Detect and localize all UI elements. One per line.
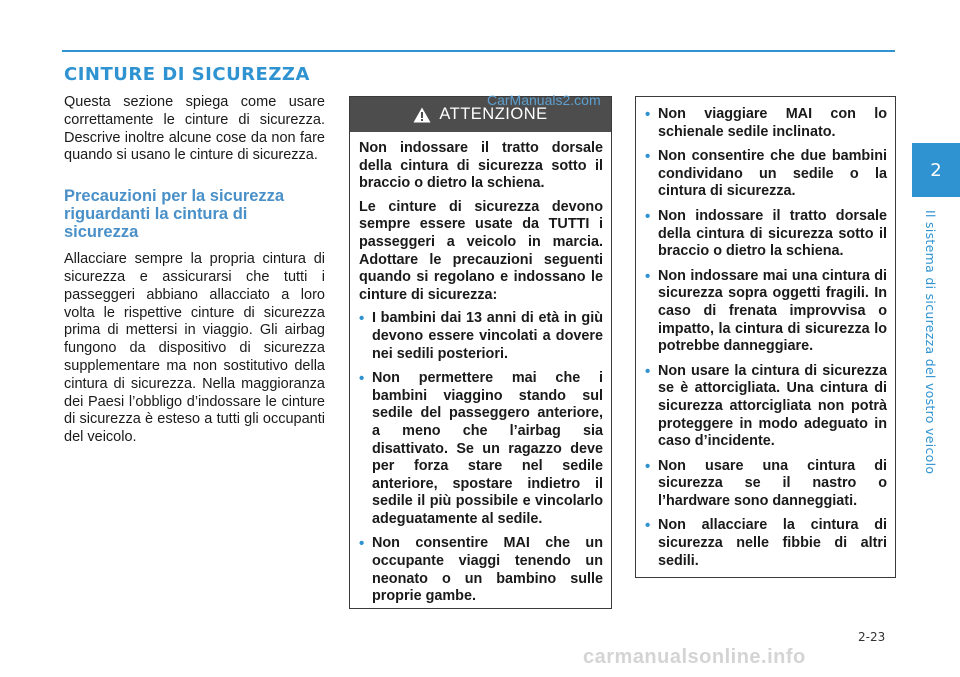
bullet-icon: • [645,362,651,380]
right-bullet-item: • Non viaggiare MAI con lo schienale sedile inclinato. [645,106,887,140]
bullet-icon: • [359,370,365,388]
right-bullet-item: • Non usare una cintura di sicurezza se il nastro o l’hardware sono danneggiati. [645,457,887,509]
warning-body [350,132,611,606]
bullet-icon: • [359,310,365,328]
warning-bullet-list [359,310,603,606]
bullet-icon: • [645,457,651,475]
watermark-bottom: carmanualsonline.info [583,646,806,668]
left-column [64,94,325,447]
section-title: CINTURE DI SICUREZZA [64,64,310,85]
right-bullet-item: • Non usare la cintura di sicurezza se è attorcigliata. Una cintura di sicurezza attorcigliata non potrà proteggere in modo adeguato in caso d’incidente. [645,362,887,450]
continued-warning-body [636,97,895,570]
top-rule [62,50,895,52]
warning-box [349,96,612,609]
warning-title: ATTENZIONE [439,105,548,123]
bullet-icon: • [359,535,365,553]
right-bullet-item: • Non consentire che due bambini condividano un sedile o la cintura di sicurezza. [645,148,887,200]
continued-warning-box [635,96,896,578]
chapter-title: Il sistema di sicurezza del vostro veicolo [923,210,938,475]
warning-triangle-icon [413,107,431,123]
body-paragraph: Allacciare sempre la propria cintura di sicurezza e assicurarsi che tutti i passeggeri abbiano allacciato a loro volta le rispettive cinture di sicurezza prima di mettersi in viaggio. Gli airbag fungono da dispositivo di sicurezza supplementare ma non sostitutivo della cintura di sicurezza. Nella maggioranza dei Paesi l’obbligo d’indossare le cinture di sicurezza è esteso a tutti gli occupanti del veicolo. [64,251,325,446]
bullet-icon: • [645,267,651,285]
right-bullet-item: • Non indossare il tratto dorsale della cintura di sicurezza sotto il braccio o dietro la schiena. [645,207,887,260]
page-number: 2-23 [858,630,886,644]
right-bullet-list [645,106,887,570]
subheading: Precauzioni per la sicurezza riguardanti la cintura di sicurezza [64,187,285,242]
warning-bullet-item: • Non permettere mai che i bambini viaggino stando sul sedile del passeggero anteriore, a meno che l’airbag sia disattivato. Se un ragazzo deve per forza stare nel sedile anteriore, spostare indietro il sedile il più possibile e vincolarlo adeguatamente al sedile. [359,370,603,527]
watermark-top: CarManuals2.com [487,92,601,108]
bullet-icon: • [645,106,651,123]
bullet-icon: • [645,148,651,166]
bullet-icon: • [645,207,651,225]
right-bullet-item: • Non allacciare la cintura di sicurezza nelle fibbie di altri sedili. [645,517,887,569]
intro-paragraph: Questa sezione spiega come usare correttamente le cinture di sicurezza. Descrive inoltre alcune cose da non fare quando si usano le cinture di sicurezza. [64,94,325,164]
right-bullet-item: • Non indossare mai una cintura di sicurezza sopra oggetti fragili. In caso di frenata improvvisa o impatto, la cintura di sicurezza lo potrebbe danneggiare. [645,267,887,355]
warning-paragraph: Le cinture di sicurezza devono sempre essere usate da TUTTI i passeggeri a veicolo in marcia. Adottare le precauzioni seguenti quando si regolano e indossano le cinture di sicurezza: [359,198,603,303]
bullet-icon: • [645,517,651,535]
warning-bullet-item: • Non consentire MAI che un occupante viaggi tenendo un neonato o un bambino sulle proprie gambe. [359,535,603,605]
warning-paragraph: Non indossare il tratto dorsale della cintura di sicurezza sotto il braccio o dietro la schiena. [359,140,603,192]
warning-bullet-item: • I bambini dai 13 anni di età in giù devono essere vincolati a dovere nei sedili posteriori. [359,310,603,362]
chapter-tab: 2 [912,143,960,197]
